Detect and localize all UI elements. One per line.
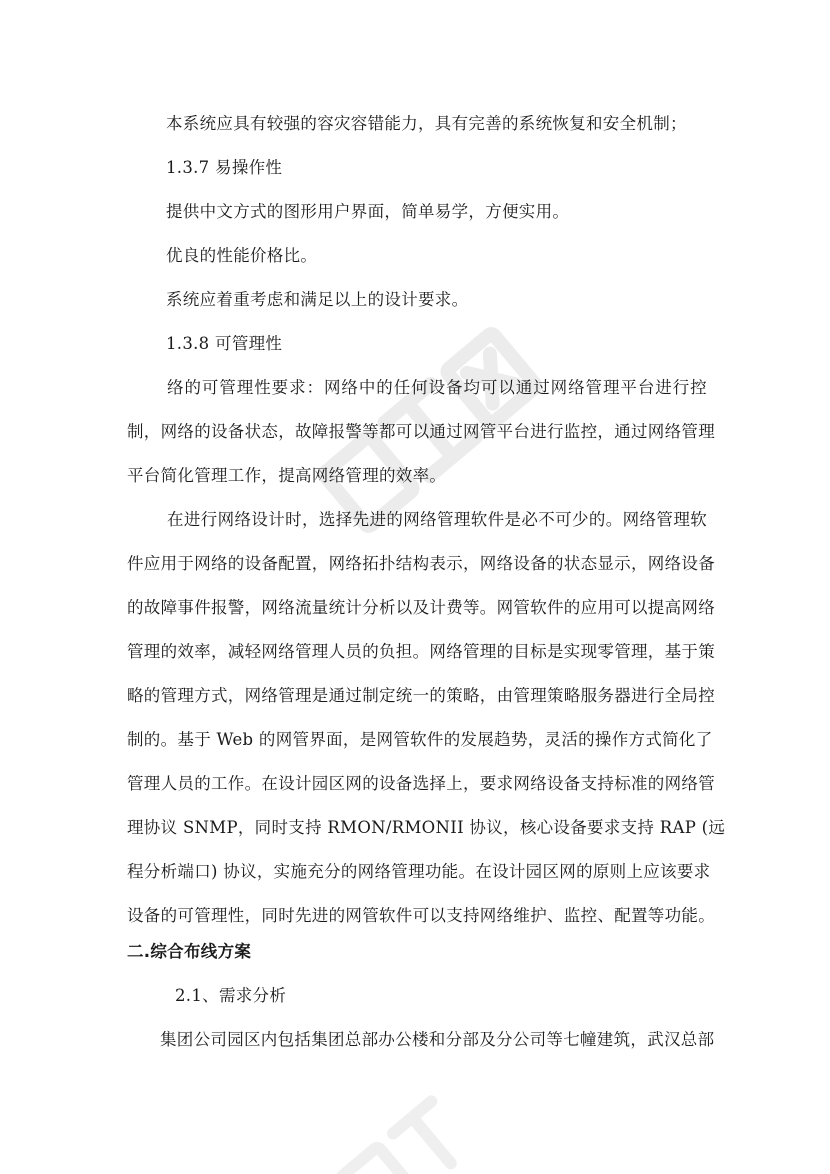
section-heading-2-1: 2.1、需求分析 (175, 986, 287, 1005)
text-line: 程分析端口) 协议，实施充分的网络管理功能。在设计园区网的原则上应该要求 (127, 862, 711, 881)
text-line: 设备的可管理性，同时先进的网管软件可以支持网络维护、监控、配置等功能。 (127, 906, 715, 925)
section-heading-1-3-8: 1.3.8 可管理性 (166, 334, 283, 353)
paragraph-campus-buildings (160, 1029, 715, 1073)
paragraph-design-requirements: 系统应着重考虑和满足以上的设计要求。 (166, 290, 469, 309)
paragraph-manageability (127, 377, 715, 509)
text-line: 制，网络的设备状态，故障报警等都可以通过网管平台进行监控，通过网络管理 (127, 422, 715, 441)
text-line: 在进行网络设计时，选择先进的网络管理软件是必不可少的。网络管理软 (167, 510, 707, 529)
text-line: 集团公司园区内包括集团总部办公楼和分部及分公司等七幢建筑，武汉总部 (160, 1030, 715, 1049)
text-line: 件应用于网络的设备配置，网络拓扑结构表示，网络设备的状态显示，网络设备 (127, 554, 715, 573)
text-line: 理协议 SNMP，同时支持 RMON/RMONII 协议，核心设备要求支持 RAP (远 (127, 818, 726, 837)
text-line: 管理的效率，减轻网络管理人员的负担。网络管理的目标是实现零管理，基于策 (127, 642, 715, 661)
text-line: 管理人员的工作。在设计园区网的设备选择上，要求网络设备支持标准的网络管 (127, 774, 715, 793)
text-line: 络的可管理性要求：网络中的任何设备均可以通过网络管理平台进行控 (167, 378, 707, 397)
section-heading-cabling-plan: 二.综合布线方案 (127, 942, 252, 961)
text-line: 制的。基于 Web 的网管界面，是网管软件的发展趋势，灵活的操作方式简化了 (127, 730, 713, 749)
paragraph-chinese-gui: 提供中文方式的图形用户界面，简单易学，方便实用。 (166, 202, 570, 221)
text-line: 的故障事件报警，网络流量统计分析以及计费等。网管软件的应用可以提高网络 (127, 598, 715, 617)
text-line: 平台简化管理工作，提高网络管理的效率。 (127, 466, 447, 485)
text-line: 略的管理方式，网络管理是通过制定统一的策略，由管理策略服务器进行全局控 (127, 686, 715, 705)
paragraph-price-performance: 优良的性能价格比。 (166, 246, 318, 265)
paragraph-network-management-software (127, 509, 726, 949)
section-heading-1-3-7: 1.3.7 易操作性 (166, 158, 283, 177)
paragraph-disaster-recovery: 本系统应具有较强的容灾容错能力，具有完善的系统恢复和安全机制； (166, 114, 687, 133)
